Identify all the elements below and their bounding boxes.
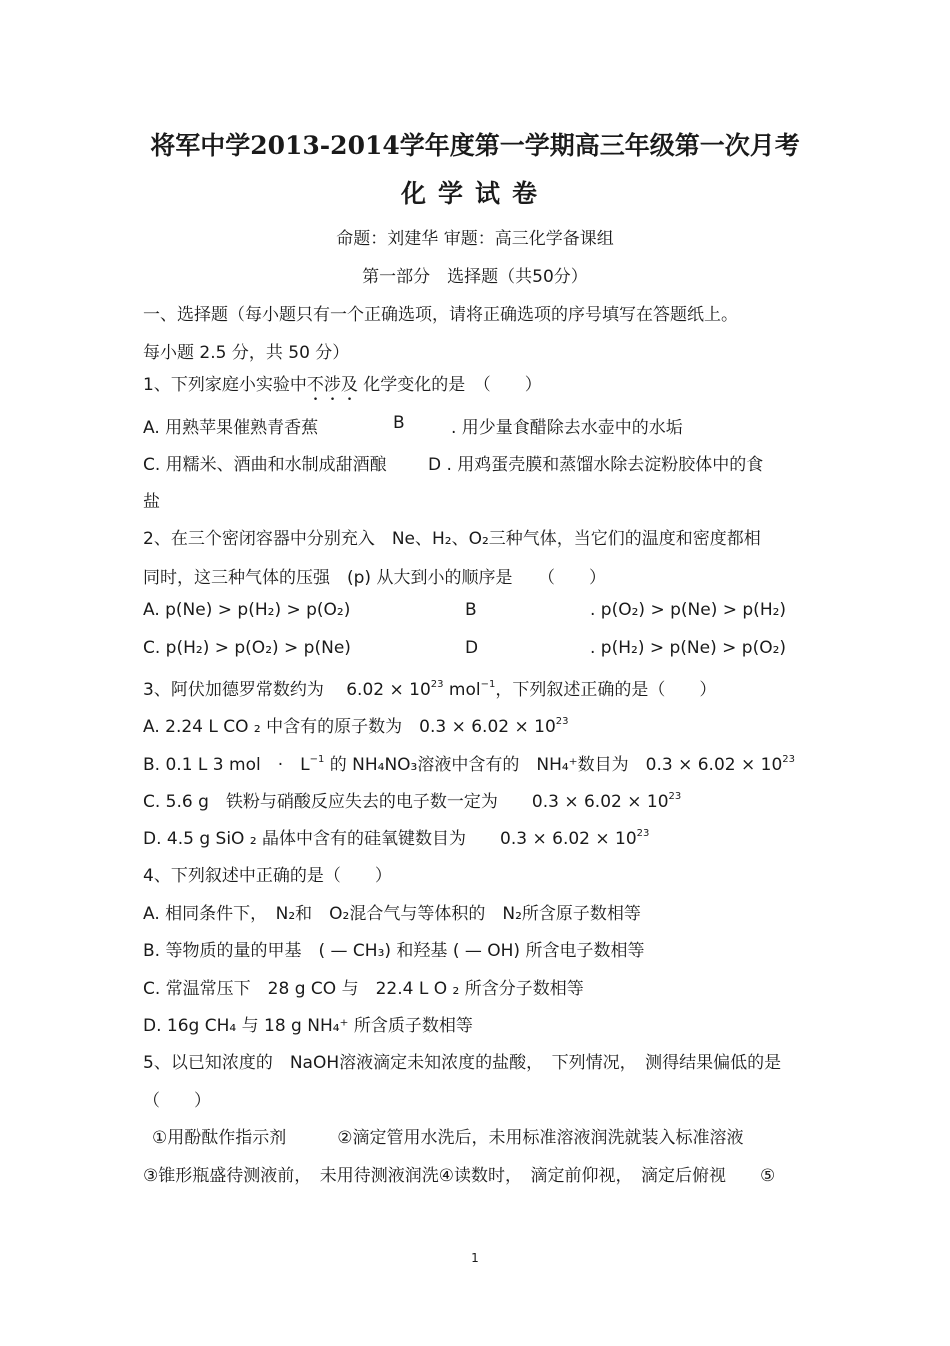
q3-option-a: A. 2.24 L CO ₂ 中含有的原子数为 $0.3 \times 6.02 \times 10^{23}$ — [143, 716, 569, 737]
q4-option-a: A. 相同条件下， N₂和 O₂混合气与等体积的 N₂所含原子数相等 — [143, 904, 641, 924]
q2-option-c: C. p(H₂) > p(O₂) > p(Ne) — [143, 638, 351, 658]
q5-stem-2: （ ） — [143, 1091, 211, 1111]
q3-option-b: B. 0.1 L 3 mol · $L^{-1}$ 的 NH₄NO₃溶液中含有的 NH₄⁺数目为 $0.3 \times 6.02 \times 10^{23}$ — [143, 754, 796, 775]
q5-item-line-2: ③锥形瓶盛待测液前， 未用待测液润洗④读数时， 滴定前仰视， 滴定后俯视 ⑤ — [143, 1166, 776, 1186]
q2-option-d: . p(H₂) > p(Ne) > p(O₂) — [590, 638, 787, 658]
q2-option-b: . p(O₂) > p(Ne) > p(H₂) — [590, 600, 787, 620]
q4-option-d: D. 16g CH₄ 与 18 g NH₄⁺ 所含质子数相等 — [143, 1016, 473, 1036]
exam-title: 将军中学2013-2014学年度第一学期高三年级第一次月考 — [150, 131, 800, 160]
q4-option-c: C. 常温常压下 28 g CO 与 22.4 L O ₂ 所含分子数相等 — [143, 979, 584, 999]
q4-option-b: B. 等物质的量的甲基 ( — CH₃) 和羟基 ( — OH) 所含电子数相等 — [143, 941, 645, 961]
q5-item-line-1: ①用酚酞作指示剂 ②滴定管用水洗后，未用标准溶液润洗就装入标准溶液 — [152, 1128, 744, 1148]
q2-stem-2: 同时，这三种气体的压强 (p) 从大到小的顺序是 （ ） — [143, 568, 606, 588]
q4-stem: 4、下列叙述中正确的是（ ） — [143, 866, 392, 886]
q1-option-c: C. 用糯米、酒曲和水制成甜酒酿 — [143, 455, 387, 475]
q1-option-b: . 用少量食醋除去水壶中的水垢 — [451, 418, 683, 438]
page-number: 1 — [471, 1251, 479, 1265]
subject-title: 化学试卷 — [400, 179, 549, 208]
q3-stem: 3、阿伏加德罗常数约为 $6.02 \times 10^{23}$ mol$^{-1}$，下列叙述正确的是（ ） — [143, 679, 717, 700]
q1-stem: 1、下列家庭小实验中不涉及 化学变化的是 （ ） — [143, 375, 542, 395]
section-instruction-1: 一、选择题（每小题只有一个正确选项，请将正确选项的序号填写在答题纸上。 — [143, 305, 738, 325]
q2-option-a: A. p(Ne) > p(H₂) > p(O₂) — [143, 600, 351, 620]
section-instruction-2: 每小题 2.5 分，共 50 分） — [143, 343, 350, 363]
q3-option-d: D. 4.5 g SiO ₂ 晶体中含有的硅氧键数目为 $0.3 \times 6.02 \times 10^{23}$ — [143, 828, 650, 849]
q5-stem-1: 5、以已知浓度的 NaOH溶液滴定未知浓度的盐酸， 下列情况， 测得结果偏低的是 — [143, 1053, 782, 1073]
q2-stem-1: 2、在三个密闭容器中分别充入 Ne、H₂、O₂三种气体，当它们的温度和密度都相 — [143, 529, 761, 549]
q1-option-b-letter: B — [393, 413, 405, 433]
q2-option-d-letter: D — [465, 638, 479, 658]
q1-emphasis: 不涉及 — [306, 375, 358, 395]
part-heading: 第一部分 选择题（共50分） — [362, 267, 588, 287]
q1-option-a: A. 用熟苹果催熟青香蕉 — [143, 418, 319, 438]
q1-option-d: D . 用鸡蛋壳膜和蒸馏水除去淀粉胶体中的食 — [428, 455, 764, 475]
q2-option-b-letter: B — [465, 600, 477, 620]
q3-option-c: C. 5.6 g 铁粉与硝酸反应失去的电子数一定为 $0.3 \times 6.02 \times 10^{23}$ — [143, 791, 682, 812]
authors-line: 命题：刘建华 审题：高三化学备课组 — [336, 229, 614, 249]
q1-option-d-cont: 盐 — [143, 492, 160, 512]
